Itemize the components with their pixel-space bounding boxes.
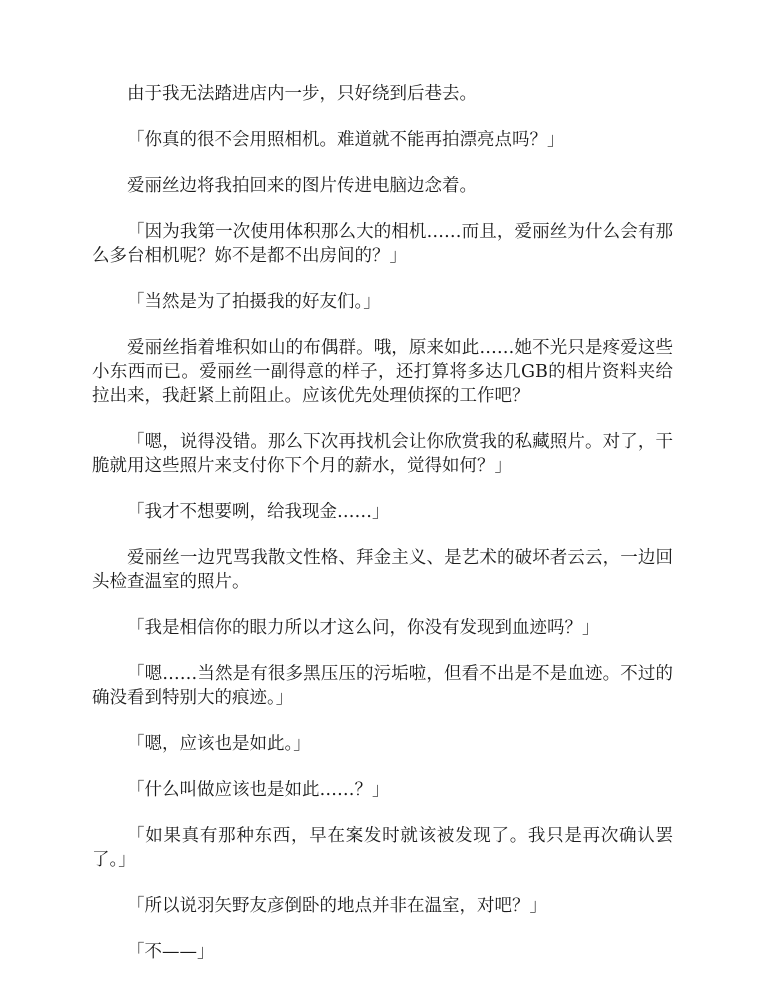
paragraph: 「因为我第一次使用体积那么大的相机……而且，爱丽丝为什么会有那么多台相机呢？妳不是都不出房间的？」 <box>92 222 673 266</box>
paragraph: 「嗯，说得没错。那么下次再找机会让你欣赏我的私藏照片。对了，干脆就用这些照片来支付你下个月的薪水，觉得如何？」 <box>92 432 673 476</box>
paragraph: 「嗯……当然是有很多黑压压的污垢啦，但看不出是不是血迹。不过的确没看到特别大的痕迹。」 <box>92 664 673 708</box>
paragraph: 由于我无法踏进店内一步，只好绕到后巷去。 <box>127 84 477 104</box>
paragraph: 「当然是为了拍摄我的好友们。」 <box>127 292 381 312</box>
paragraph: 「你真的很不会用照相机。难道就不能再拍漂亮点吗？」 <box>127 130 565 150</box>
paragraph: 「我才不想要咧，给我现金……」 <box>127 502 390 522</box>
paragraph: 「不——」 <box>127 942 215 962</box>
paragraph: 「我是相信你的眼力所以才这么问，你没有发现到血迹吗？」 <box>127 618 600 638</box>
paragraph: 「如果真有那种东西，早在案发时就该被发现了。我只是再次确认罢了。」 <box>92 826 673 870</box>
paragraph: 「所以说羽矢野友彦倒卧的地点并非在温室，对吧？」 <box>127 896 547 916</box>
paragraph: 爱丽丝指着堆积如山的布偶群。哦，原来如此……她不光只是疼爱这些小东西而已。爱丽丝一副得意的样子，还打算将多达几GB的相片资料夹给拉出来，我赶紧上前阻止。应该优先处理侦探的工作吧？ <box>92 338 673 406</box>
paragraph: 「嗯，应该也是如此。」 <box>127 734 311 754</box>
paragraph: 「什么叫做应该也是如此……？」 <box>127 780 390 800</box>
paragraph: 爱丽丝边将我拍回来的图片传进电脑边念着。 <box>127 176 477 196</box>
paragraph: 爱丽丝一边咒骂我散文性格、拜金主义、是艺术的破坏者云云，一边回头检查温室的照片。 <box>92 548 673 592</box>
